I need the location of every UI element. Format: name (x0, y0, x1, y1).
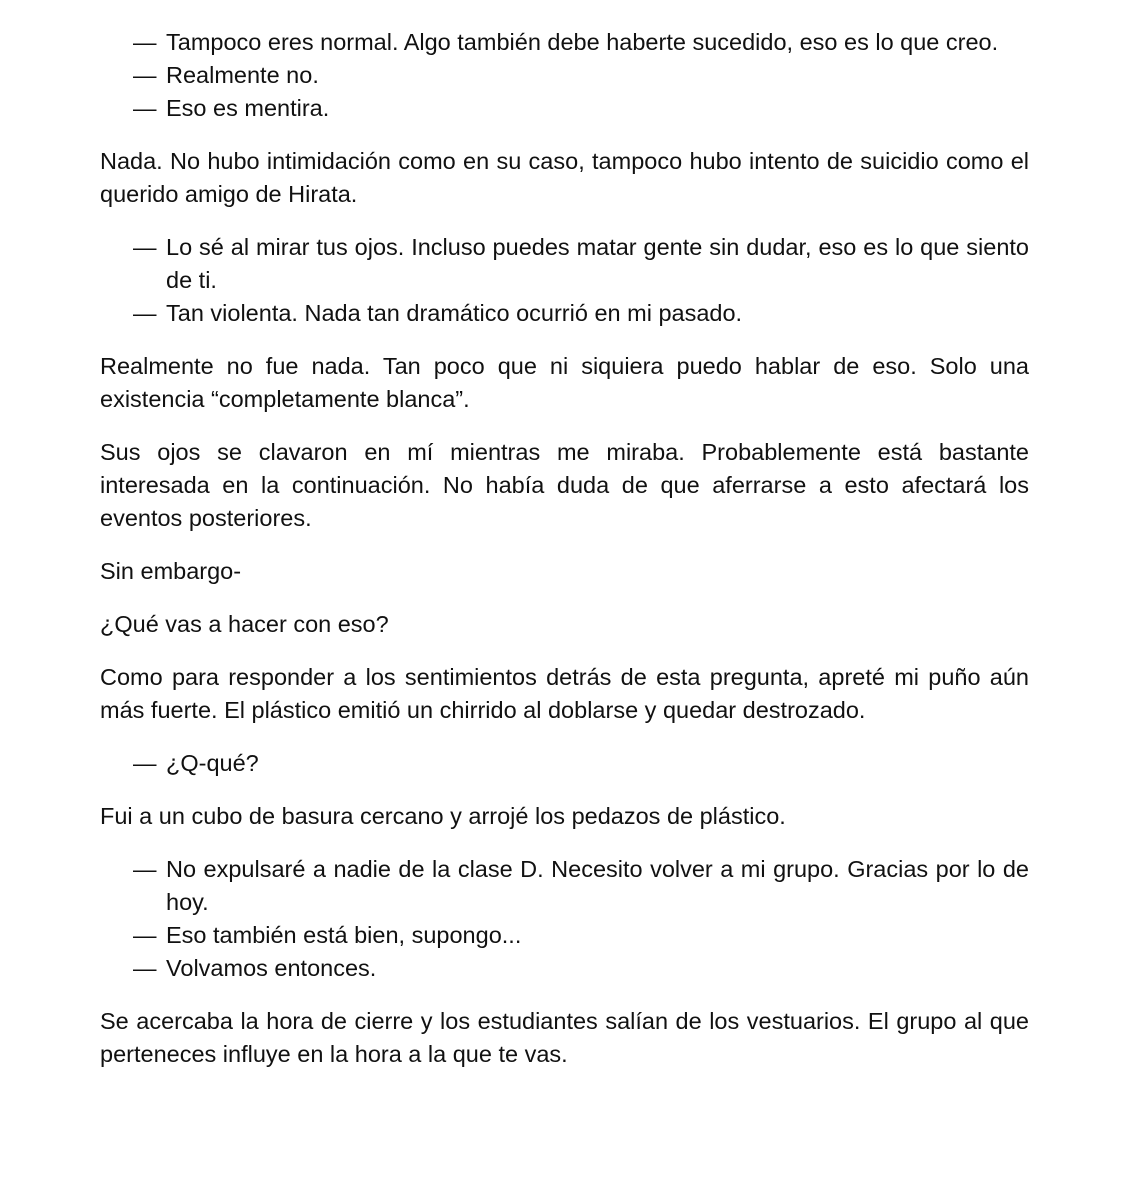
paragraph: Como para responder a los sentimientos detrás de esta pregunta, apreté mi puño aún más fuerte. El plástico emitió un chirrido al doblarse y quedar destrozado. (100, 664, 1029, 723)
dialogue-block (100, 231, 1029, 330)
dialogue-line: — ¿Q-qué? (100, 747, 1029, 780)
em-dash: — (133, 955, 157, 981)
paragraph: ¿Qué vas a hacer con eso? (100, 611, 389, 637)
paragraph: Sus ojos se clavaron en mí mientras me miraba. Probablemente está bastante interesada en la continuación. No había duda de que aferrarse a esto afectará los eventos posteriores. (100, 439, 1029, 531)
em-dash: — (133, 234, 157, 260)
paragraph: Sin embargo- (100, 558, 242, 584)
dialogue-block (100, 747, 1029, 780)
paragraph: Nada. No hubo intimidación como en su caso, tampoco hubo intento de suicidio como el querido amigo de Hirata. (100, 148, 1029, 207)
dialogue-line: — Eso también está bien, supongo... (100, 919, 1029, 952)
em-dash: — (133, 62, 157, 88)
paragraph: Realmente no fue nada. Tan poco que ni siquiera puedo hablar de eso. Solo una existencia “completamente blanca”. (100, 353, 1029, 412)
dialogue-line: — Tampoco eres normal. Algo también debe haberte sucedido, eso es lo que creo. (100, 26, 1029, 59)
em-dash: — (133, 750, 157, 776)
dialogue-block (100, 853, 1029, 985)
em-dash: — (133, 922, 157, 948)
dialogue-line: — Lo sé al mirar tus ojos. Incluso puedes matar gente sin dudar, eso es lo que siento de ti. (100, 231, 1029, 297)
dialogue-line: — Eso es mentira. (100, 92, 1029, 125)
paragraph: Fui a un cubo de basura cercano y arrojé los pedazos de plástico. (100, 803, 786, 829)
dialogue-line: — Tan violenta. Nada tan dramático ocurrió en mi pasado. (100, 297, 1029, 330)
em-dash: — (133, 856, 157, 882)
em-dash: — (133, 300, 157, 326)
dialogue-line: — Volvamos entonces. (100, 952, 1029, 985)
em-dash: — (133, 29, 157, 55)
dialogue-line: — Realmente no. (100, 59, 1029, 92)
dialogue-line: — No expulsaré a nadie de la clase D. Necesito volver a mi grupo. Gracias por lo de hoy. (100, 853, 1029, 919)
paragraph: Se acercaba la hora de cierre y los estudiantes salían de los vestuarios. El grupo al que perteneces influye en la hora a la que te vas. (100, 1008, 1029, 1067)
dialogue-block (100, 26, 1029, 125)
document-page (100, 26, 1029, 1091)
em-dash: — (133, 95, 157, 121)
